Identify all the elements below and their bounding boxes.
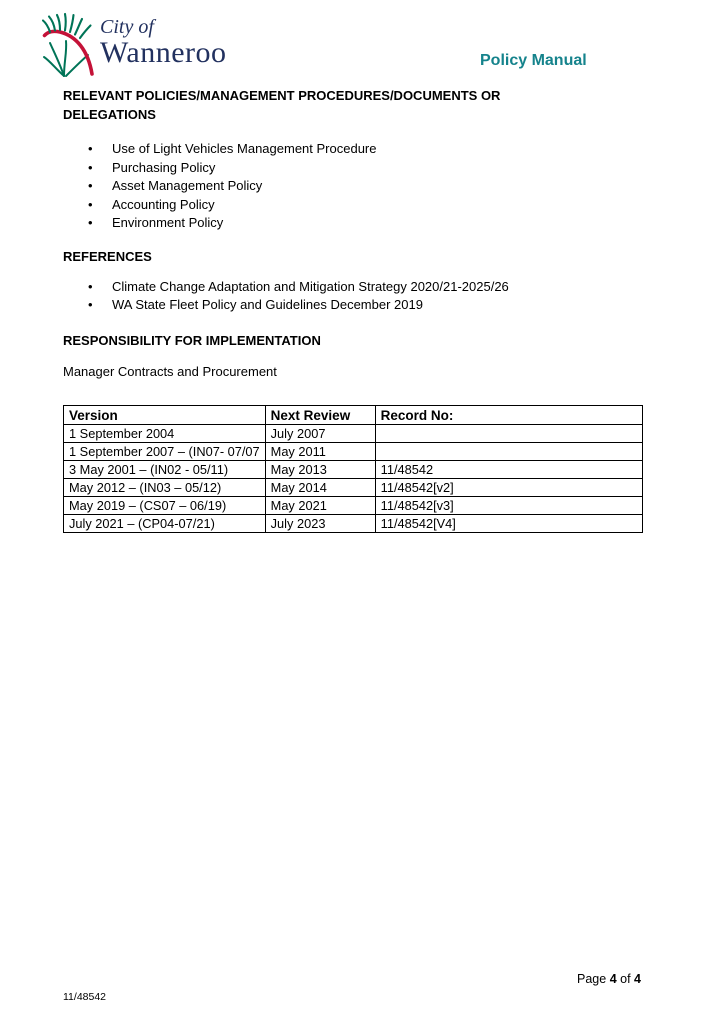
list-item-text: Purchasing Policy <box>112 159 216 175</box>
cell-record-no <box>375 425 642 443</box>
cell-next-review: May 2013 <box>265 461 375 479</box>
list-item <box>63 177 643 196</box>
list-item <box>63 140 643 159</box>
table-row <box>64 461 643 479</box>
logo-city-of-text: City of <box>100 16 154 38</box>
cell-version: 1 September 2004 <box>64 425 266 443</box>
of-label: of <box>620 972 631 986</box>
cell-next-review: July 2007 <box>265 425 375 443</box>
document-title: Policy Manual <box>480 52 587 69</box>
cell-version: July 2021 – (CP04-07/21) <box>64 515 266 533</box>
cell-record-no: 11/48542 <box>375 461 642 479</box>
responsibility-text: Manager Contracts and Procurement <box>63 363 277 379</box>
cell-next-review: July 2023 <box>265 515 375 533</box>
cell-record-no <box>375 443 642 461</box>
cell-record-no: 11/48542[v3] <box>375 497 642 515</box>
cell-next-review: May 2014 <box>265 479 375 497</box>
relevant-policies-list <box>63 140 643 233</box>
list-item-text: Environment Policy <box>112 215 224 230</box>
heading-references: REFERENCES <box>63 248 152 264</box>
page-label: Page <box>577 972 607 986</box>
column-header: Version <box>64 406 266 425</box>
cell-record-no: 11/48542[v2] <box>375 479 642 497</box>
list-item-text: Use of Light Vehicles Management Procedure <box>112 141 377 156</box>
kangaroo-paw-flower-icon <box>42 12 104 82</box>
table-body <box>64 425 643 533</box>
references-list <box>63 278 643 315</box>
document-content <box>63 86 643 533</box>
heading-relevant-policies: RELEVANT POLICIES/MANAGEMENT PROCEDURES/DOCUMENTS OR DELEGATIONS <box>63 88 501 122</box>
table-row <box>64 515 643 533</box>
cell-version: 1 September 2007 – (IN07- 07/07 <box>64 443 266 461</box>
table-head <box>64 406 643 425</box>
cell-next-review: May 2021 <box>265 497 375 515</box>
version-history-table <box>63 405 643 533</box>
list-item <box>63 296 643 315</box>
cell-version: May 2012 – (IN03 – 05/12) <box>64 479 266 497</box>
list-item-text: Asset Management Policy <box>112 178 263 193</box>
list-item <box>63 214 643 233</box>
table-row <box>64 425 643 443</box>
page-total: 4 <box>634 972 641 986</box>
list-item-text: Climate Change Adaptation and Mitigation Strategy 2020/21-2025/26 <box>112 278 509 294</box>
footer-page-indicator <box>577 972 641 986</box>
table-row <box>64 479 643 497</box>
cell-version: 3 May 2001 – (IN02 - 05/11) <box>64 461 266 479</box>
heading-responsibility: RESPONSIBILITY FOR IMPLEMENTATION <box>63 332 321 348</box>
cell-version: May 2019 – (CS07 – 06/19) <box>64 497 266 515</box>
list-item <box>63 196 643 215</box>
table-row <box>64 497 643 515</box>
logo-wordmark <box>100 16 260 68</box>
footer-record-number: 11/48542 <box>63 991 107 1003</box>
list-item-text: Accounting Policy <box>112 196 215 212</box>
column-header: Next Review <box>265 406 375 425</box>
logo-wanneroo-text: Wanneroo <box>100 36 227 69</box>
cell-next-review: May 2011 <box>265 443 375 461</box>
table-row <box>64 443 643 461</box>
table-header-row <box>64 406 643 425</box>
city-of-wanneroo-logo <box>42 12 227 82</box>
list-item <box>63 159 643 178</box>
list-item <box>63 278 643 297</box>
page-current: 4 <box>609 972 617 986</box>
list-item-text: WA State Fleet Policy and Guidelines December 2019 <box>112 297 423 312</box>
cell-record-no: 11/48542[V4] <box>375 515 642 533</box>
column-header: Record No: <box>375 406 642 425</box>
